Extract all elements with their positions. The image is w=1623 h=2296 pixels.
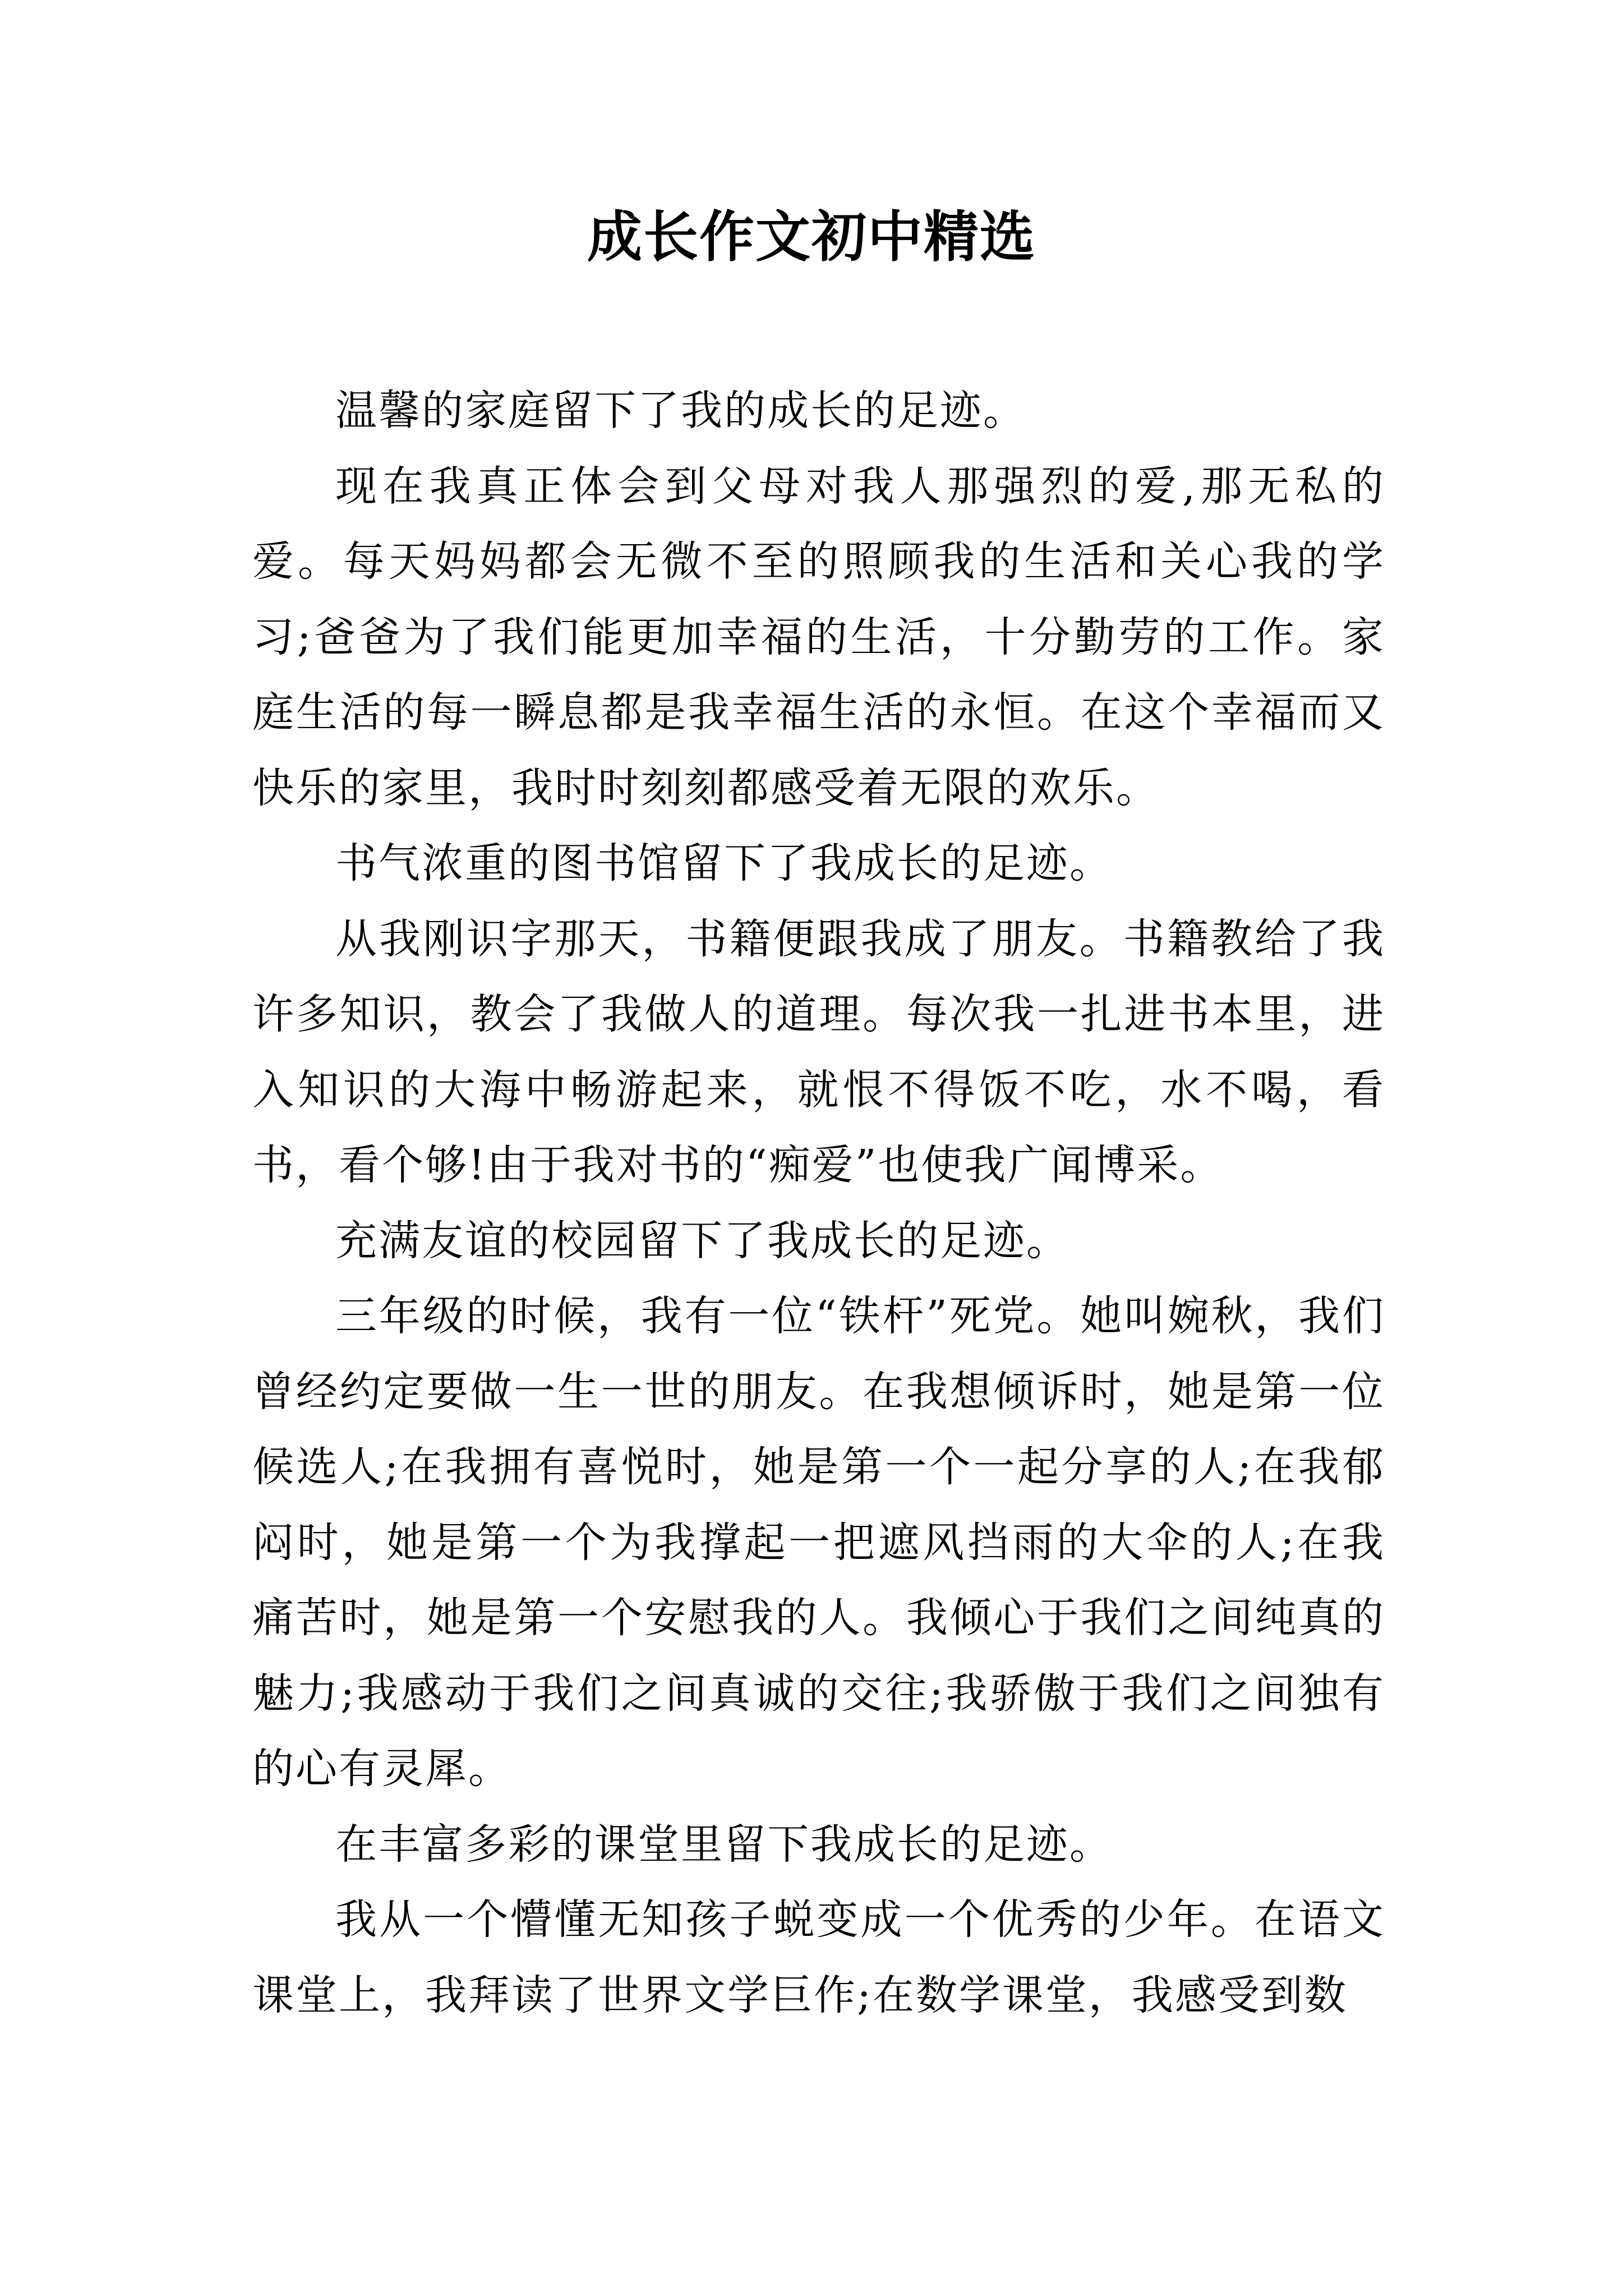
document-title: 成长作文初中精选 [587,205,1036,269]
paragraph-classroom-body: 我从一个懵懂无知孩子蜕变成一个优秀的少年。在语文课堂上，我拜读了世界文学巨作;在数学课堂，我感受到数 [252,1895,1385,2019]
paragraph-school-body: 三年级的时候，我有一位“铁杆”死党。她叫婉秋，我们曾经约定要做一生一世的朋友。在我想倾诉时，她是第一位候选人;在我拥有喜悦时，她是第一个一起分享的人;在我郁闷时，她是第一个为我撑起一把遮风挡雨的大伞的人;在我痛苦时，她是第一个安慰我的人。我倾心于我们之间纯真的魅力;我感动于我们之间真诚的交往;我骄傲于我们之间独有的心有灵犀。 [252,1292,1385,1793]
document-body [252,373,1385,2033]
paragraph-family-heading: 温馨的家庭留下了我的成长的足迹。 [335,386,1026,435]
paragraph-classroom-heading: 在丰富多彩的课堂里留下我成长的足迹。 [335,1820,1113,1869]
paragraph-library-body: 从我刚识字那天，书籍便跟我成了朋友。书籍教给了我许多知识，教会了我做人的道理。每次我一扎进书本里，进入知识的大海中畅游起来，就恨不得饭不吃，水不喝，看书，看个够!由于我对书的“痴爱”也使我广闻博采。 [252,914,1385,1189]
paragraph-family-body: 现在我真正体会到父母对我人那强烈的爱,那无私的爱。每天妈妈都会无微不至的照顾我的生活和关心我的学习;爸爸为了我们能更加幸福的生活，十分勤劳的工作。家庭生活的每一瞬息都是我幸福生活的永恒。在这个幸福而又快乐的家里，我时时刻刻都感受着无限的欢乐。 [252,462,1385,812]
paragraph-library-heading: 书气浓重的图书馆留下了我成长的足迹。 [335,839,1113,887]
paragraph-school-heading: 充满友谊的校园留下了我成长的足迹。 [335,1216,1069,1265]
